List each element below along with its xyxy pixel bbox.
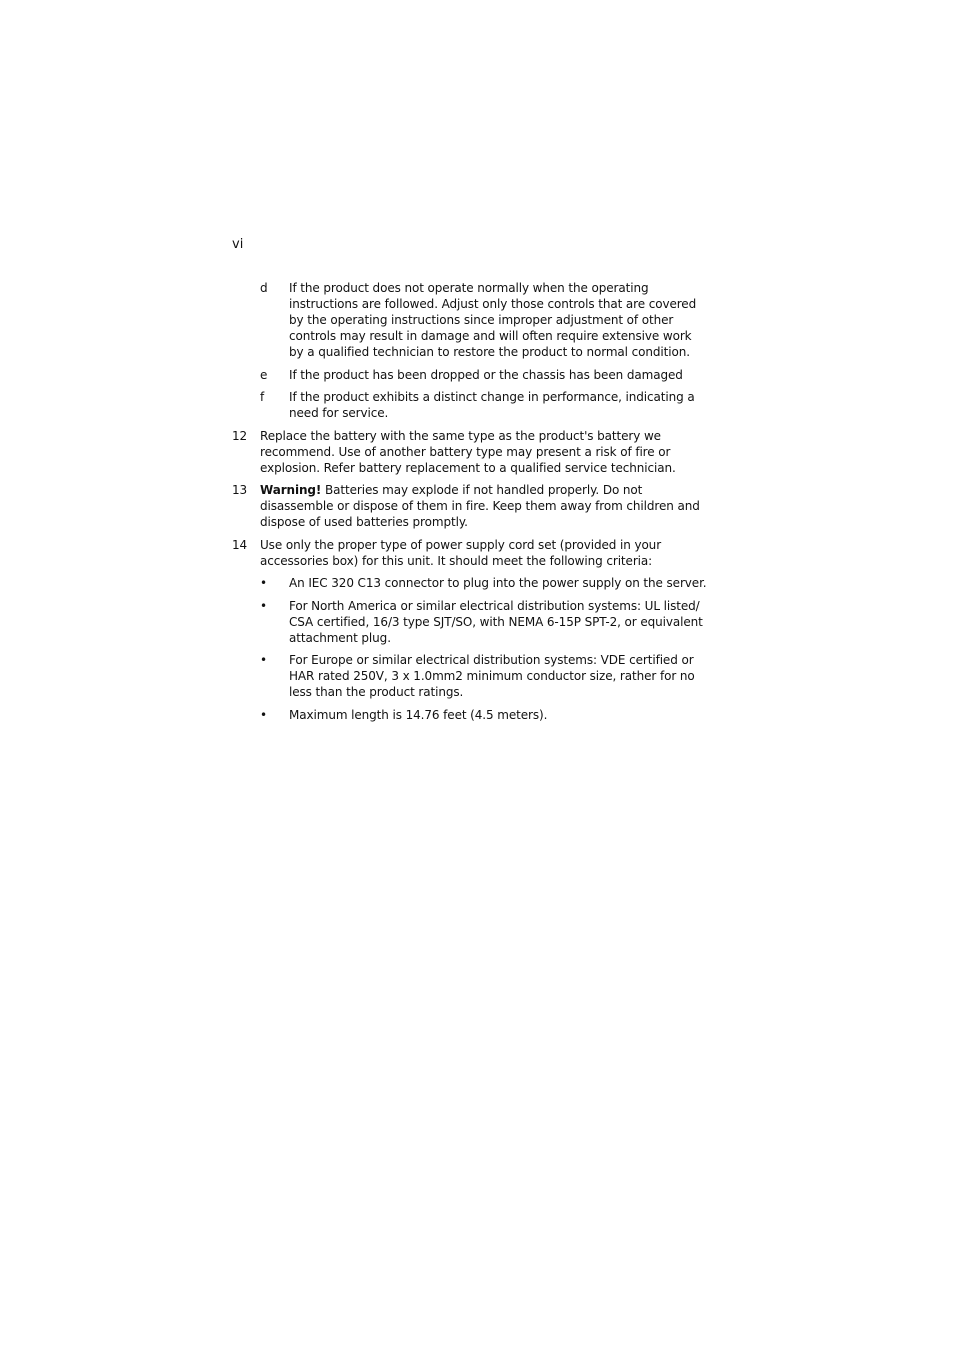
bullet-icon: • bbox=[260, 708, 267, 722]
list-item-12 bbox=[232, 428, 708, 476]
list-item-text: For North America or similar electrical distribution systems: UL listed/ CSA certified, 16/3 type SJT/SO, with NEMA 6-15P SPT-2, or equivalent attachment plug. bbox=[289, 599, 703, 645]
bullet-icon: • bbox=[260, 653, 267, 667]
list-item-text: Replace the battery with the same type as the product's battery we recommend. Use of another battery type may present a risk of fire or explosion. Refer battery replacement to a qualified service technician. bbox=[260, 429, 676, 475]
list-marker: 12 bbox=[232, 429, 248, 443]
list-item-text: If the product has been dropped or the chassis has been damaged bbox=[289, 368, 683, 382]
bullet-item-north-america bbox=[232, 598, 708, 646]
list-item-text: For Europe or similar electrical distribution systems: VDE certified or HAR rated 250V, 3 x 1.0mm2 minimum conductor size, rather for no less than the product ratings. bbox=[289, 653, 695, 699]
list-marker: f bbox=[260, 390, 265, 404]
bullet-item-max-length bbox=[232, 707, 708, 723]
list-item-text: If the product does not operate normally when the operating instructions are followed. Adjust only those controls that are covered by the operating instructions since improper adjustment of other controls may result in damage and will often require extensive work by a qualified technician to restore the product to normal condition. bbox=[289, 281, 697, 359]
list-item-f bbox=[232, 389, 708, 421]
list-item-e bbox=[232, 367, 708, 383]
list-item-text: If the product exhibits a distinct change in performance, indicating a need for service. bbox=[289, 390, 695, 420]
list-item-14 bbox=[232, 537, 708, 569]
bullet-icon: • bbox=[260, 599, 267, 613]
list-marker: e bbox=[260, 368, 268, 382]
list-item-text: Maximum length is 14.76 feet (4.5 meters). bbox=[289, 708, 548, 722]
list-item-text: Use only the proper type of power supply cord set (provided in your accessories box) for this unit. It should meet the following criteria: bbox=[260, 538, 662, 568]
list-item-text bbox=[260, 482, 708, 530]
bullet-item-connector bbox=[232, 575, 708, 591]
list-marker: d bbox=[260, 281, 268, 295]
list-marker: 13 bbox=[232, 483, 248, 497]
list-item-d bbox=[232, 280, 708, 360]
list-item-13 bbox=[232, 482, 708, 530]
warning-label: Warning! bbox=[260, 483, 322, 497]
bullet-item-europe bbox=[232, 652, 708, 700]
bullet-icon: • bbox=[260, 576, 267, 590]
warning-text: Batteries may explode if not handled properly. Do not disassemble or dispose of them in fire. Keep them away from children and dispose of used batteries promptly. bbox=[260, 483, 700, 529]
page-number: vi bbox=[232, 237, 244, 252]
list-marker: 14 bbox=[232, 538, 248, 552]
list-item-text: An IEC 320 C13 connector to plug into the power supply on the server. bbox=[289, 576, 707, 590]
